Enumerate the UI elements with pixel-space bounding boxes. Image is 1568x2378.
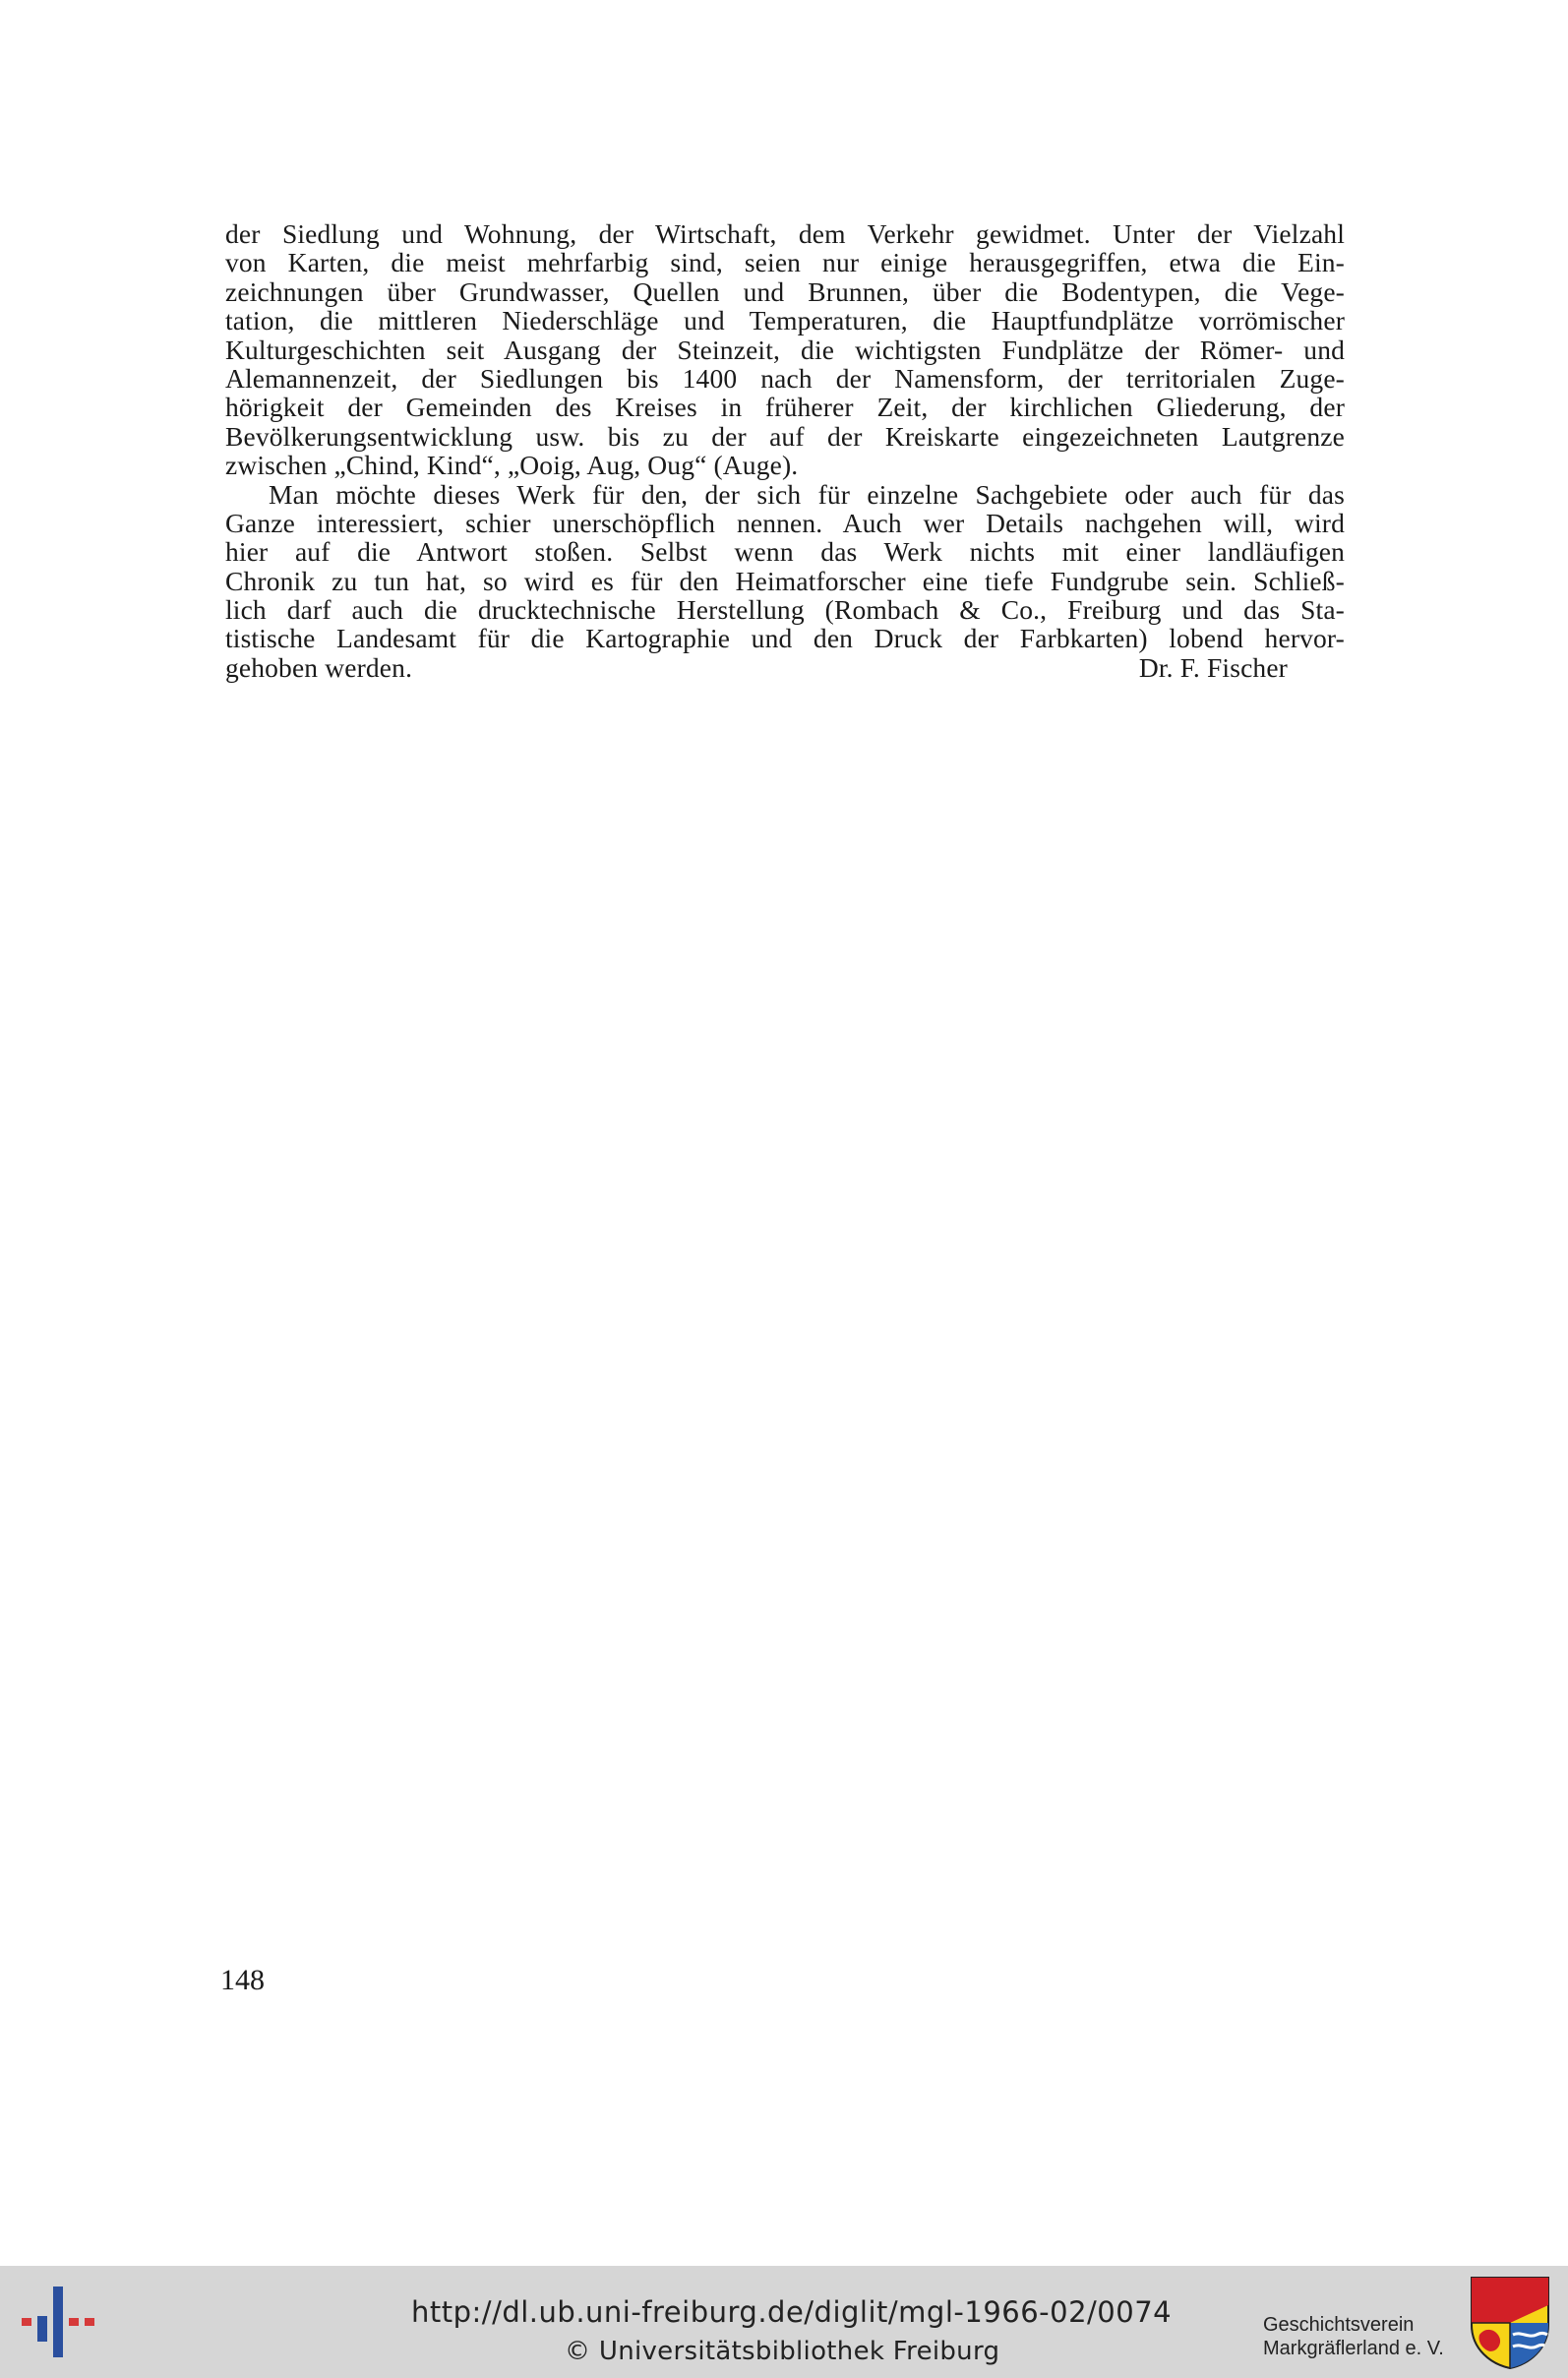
text-line: hörigkeit der Gemeinden des Kreises in früherer Zeit, der kirchlichen Gliederung, der: [225, 392, 1345, 423]
text-line: Alemannenzeit, der Siedlungen bis 1400 nach der Namensform, der territorialen Zuge-: [225, 362, 1345, 394]
society-name-line2: Markgräflerland e. V.: [1263, 2338, 1444, 2359]
text-line: von Karten, die meist mehrfarbig sind, seien nur einige herausgegriffen, etwa die Ein-: [225, 247, 1345, 278]
coat-of-arms-icon: [1470, 2276, 1550, 2370]
text-line: zeichnungen über Grundwasser, Quellen und Brunnen, über die Bodentypen, die Vege-: [225, 275, 1345, 307]
article-text: [225, 219, 1345, 682]
text-line: Man möchte dieses Werk für den, der sich für einzelne Sachgebiete oder auch für das: [269, 478, 1345, 510]
permalink-url[interactable]: http://dl.ub.uni-freiburg.de/diglit/mgl-1966-02/0074: [411, 2295, 1173, 2329]
text-line: der Siedlung und Wohnung, der Wirtschaft, dem Verkehr gewidmet. Unter der Vielzahl: [225, 218, 1345, 249]
text-line: Kulturgeschichten seit Ausgang der Steinzeit, die wichtigsten Fundplätze der Römer- und: [225, 334, 1345, 365]
text-line: zwischen „Chind, Kind“, „Ooig, Aug, Oug“ (Auge).: [225, 450, 799, 481]
text-line: Bevölkerungsentwicklung usw. bis zu der auf der Kreiskarte eingezeichneten Lautgrenze: [225, 420, 1345, 452]
ub-freiburg-logo-icon[interactable]: [20, 2283, 98, 2361]
society-name: [1263, 2313, 1444, 2360]
text-line: hier auf die Antwort stoßen. Selbst wenn das Werk nichts mit einer landläufigen: [225, 536, 1345, 568]
closing-text: gehoben werden.: [225, 651, 413, 683]
text-line: tistische Landesamt für die Kartographie und den Druck der Farbkarten) lobend hervor-: [225, 623, 1345, 654]
copyright-notice: © Universitätsbibliothek Freiburg: [565, 2337, 1000, 2366]
page-number: 148: [220, 1964, 265, 1996]
closing-line: [225, 653, 1345, 682]
footer-bar: [0, 2266, 1568, 2378]
text-line: Ganze interessiert, schier unerschöpflich nennen. Auch wer Details nachgehen will, wird: [225, 507, 1345, 538]
text-line: tation, die mittleren Niederschläge und Temperaturen, die Hauptfundplätze vorrömischer: [225, 305, 1345, 336]
society-name-line1: Geschichtsverein: [1263, 2314, 1415, 2336]
author-signature: Dr. F. Fischer: [1138, 651, 1288, 683]
text-line: lich darf auch die drucktechnische Herstellung (Rombach & Co., Freiburg und das Sta-: [225, 594, 1345, 626]
text-line: Chronik zu tun hat, so wird es für den Heimatforscher eine tiefe Fundgrube sein. Schließ-: [225, 565, 1345, 596]
